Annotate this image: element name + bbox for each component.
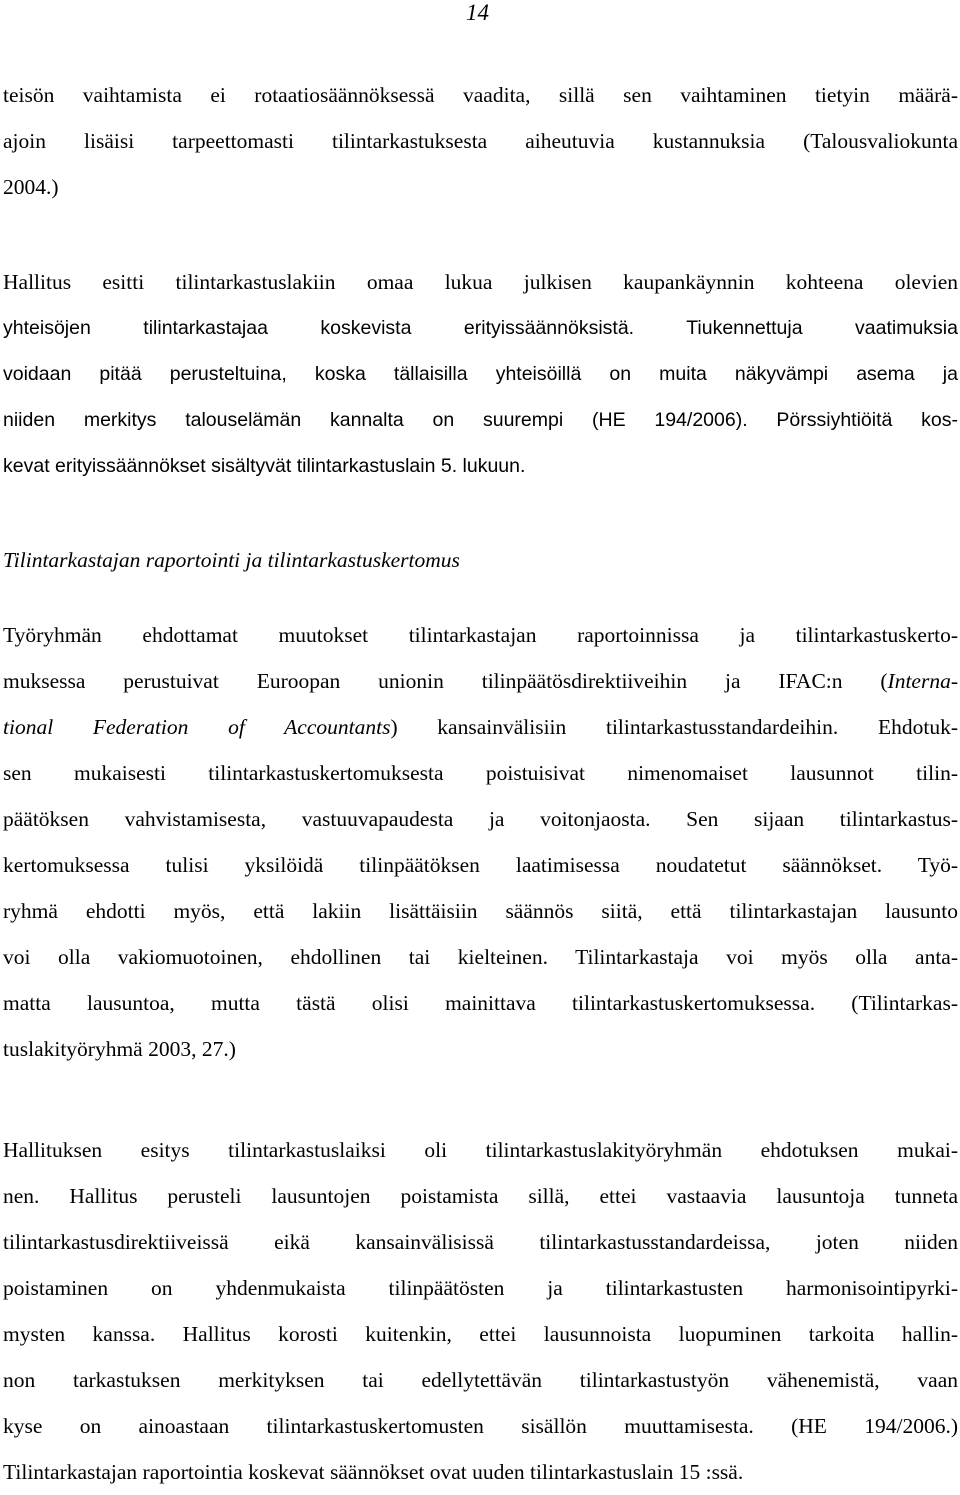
paragraph-2 xyxy=(3,259,958,489)
italic-term: Interna- xyxy=(887,669,958,693)
text-line: ajoin lisäisi tarpeettomasti tilintarkastuksesta aiheutuvia kustannuksia (Talousvaliokunta xyxy=(3,129,958,153)
paragraph-3 xyxy=(3,612,958,1072)
text-line: kyse on ainoastaan tilintarkastuskertomusten sisällön muuttamisesta. (HE 194/2006.) xyxy=(3,1414,958,1438)
text-line: kertomuksessa tulisi yksilöidä tilinpäätöksen laatimisessa noudatetut säännökset. Työ- xyxy=(3,853,958,877)
text-line: ryhmä ehdotti myös, että lakiin lisättäisiin säännös siitä, että tilintarkastajan lausunto xyxy=(3,899,958,923)
text-line: Hallituksen esitys tilintarkastuslaiksi oli tilintarkastuslakityöryhmän ehdotuksen mukai- xyxy=(3,1138,958,1162)
text-line xyxy=(3,658,958,704)
paragraph-1 xyxy=(3,72,958,210)
text-line: mysten kanssa. Hallitus korosti kuitenkin, ettei lausunnoista luopuminen tarkoita hallin- xyxy=(3,1322,958,1346)
text-line: Tilintarkastajan raportointia koskevat säännökset ovat uuden tilintarkastuslain 15 :ssä. xyxy=(3,1460,744,1484)
text-line: niiden merkitys talouselämän kannalta on suurempi (HE 194/2006). Pörssiyhtiöitä kos- xyxy=(3,409,958,431)
text-line: yhteisöjen tilintarkastajaa koskevista erityissäännöksistä. Tiukennettuja vaatimuksia xyxy=(3,317,958,339)
text-line: voi olla vakiomuotoinen, ehdollinen tai kielteinen. Tilintarkastaja voi myös olla anta- xyxy=(3,945,958,969)
text-line: poistaminen on yhdenmukaista tilinpäätösten ja tilintarkastusten harmonisointipyrki- xyxy=(3,1276,958,1300)
text-line: nen. Hallitus perusteli lausuntojen poistamista sillä, ettei vastaavia lausuntoja tunneta xyxy=(3,1184,958,1208)
text-segment: ) kansainvälisiin tilintarkastusstandardeihin. Ehdotuk- xyxy=(390,715,958,739)
page-number: 14 xyxy=(466,0,489,25)
text-line: matta lausuntoa, mutta tästä olisi mainittava tilintarkastuskertomuksessa. (Tilintarkas- xyxy=(3,991,958,1015)
text-line xyxy=(3,704,958,750)
text-line: teisön vaihtamista ei rotaatiosäännöksessä vaadita, sillä sen vaihtaminen tietyin määrä- xyxy=(3,83,958,107)
text-line: päätöksen vahvistamisesta, vastuuvapaudesta ja voitonjaosta. Sen sijaan tilintarkastus- xyxy=(3,807,958,831)
text-line: 2004.) xyxy=(3,175,59,199)
text-line: non tarkastuksen merkityksen tai edellytettävän tilintarkastustyön vähenemistä, vaan xyxy=(3,1368,958,1392)
text-line: Työryhmän ehdottamat muutokset tilintarkastajan raportoinnissa ja tilintarkastuskerto- xyxy=(3,623,958,647)
italic-term: tional Federation of Accountants xyxy=(3,715,391,739)
text-line: tilintarkastusdirektiiveissä eikä kansainvälisissä tilintarkastusstandardeissa, joten niiden xyxy=(3,1230,958,1254)
text-line: Hallitus esitti tilintarkastuslakiin omaa lukua julkisen kaupankäynnin kohteena olevien xyxy=(3,270,958,294)
text-segment: muksessa perustuivat Euroopan unionin tilinpäätösdirektiiveihin ja IFAC:n ( xyxy=(3,669,888,693)
text-line: sen mukaisesti tilintarkastuskertomuksesta poistuisivat nimenomaiset lausunnot tilin- xyxy=(3,761,958,785)
paragraph-4 xyxy=(3,1127,958,1495)
section-heading: Tilintarkastajan raportointi ja tilintarkastuskertomus xyxy=(3,548,460,572)
text-line: kevat erityissäännökset sisältyvät tilintarkastuslain 5. lukuun. xyxy=(3,455,526,477)
text-line: tuslakityöryhmä 2003, 27.) xyxy=(3,1037,236,1061)
text-line: voidaan pitää perusteltuina, koska tällaisilla yhteisöillä on muita näkyvämpi asema ja xyxy=(3,363,958,385)
